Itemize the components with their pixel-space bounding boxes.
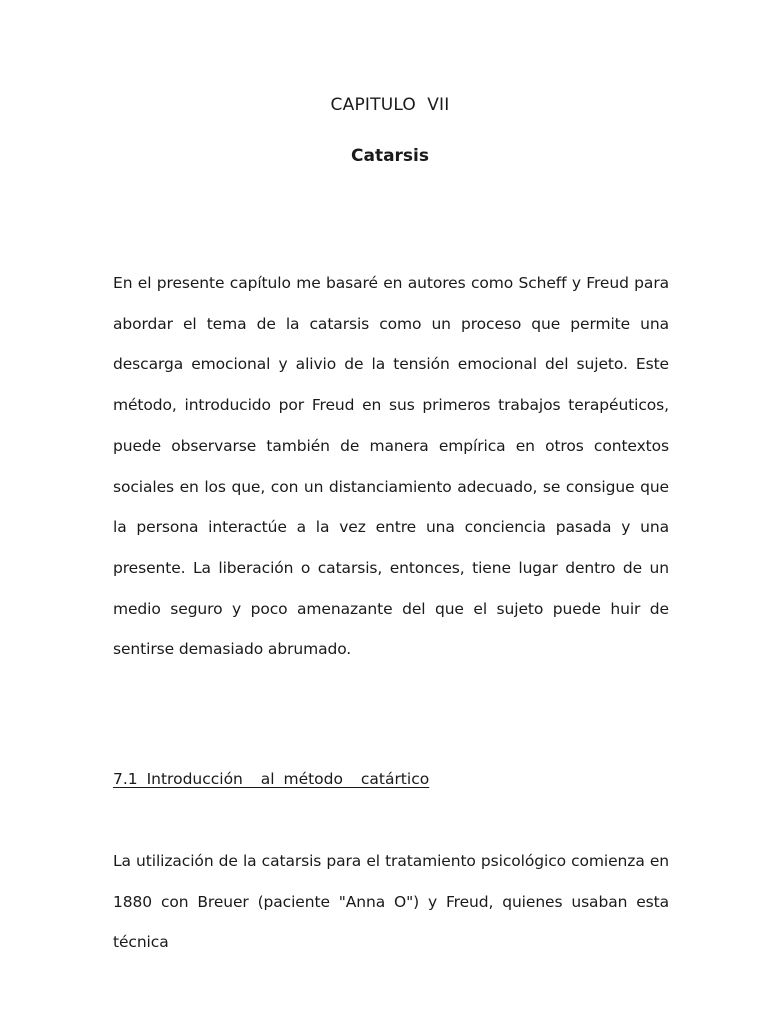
chapter-title: CAPITULO VII [330,95,450,115]
chapter-subtitle: Catarsis [351,146,429,166]
section-heading: 7.1 Introducción al método catártico [113,770,430,788]
intro-paragraph: En el presente capítulo me basaré en autores como Scheff y Freud para abordar el tema de la catarsis como un proceso que permite una descarga emocional y alivio de la tensión emocional del sujeto. Este método, introducido por Freud en sus primeros trabajos terapéuticos, puede observarse también de manera empírica en otros contextos sociales en los que, con un distanciamiento adecuado, se consigue que la persona interactúe a la vez entre una conciencia pasada y una presente. La liberación o catarsis, entonces, tiene lugar dentro de un medio seguro y poco amenazante del que el sujeto puede huir de sentirse demasiado abrumado. [113,274,669,659]
section-paragraph: La utilización de la catarsis para el tratamiento psicológico comienza en 1880 con Breuer (paciente "Anna O") y Freud, quienes usaban esta técnica [113,852,669,952]
